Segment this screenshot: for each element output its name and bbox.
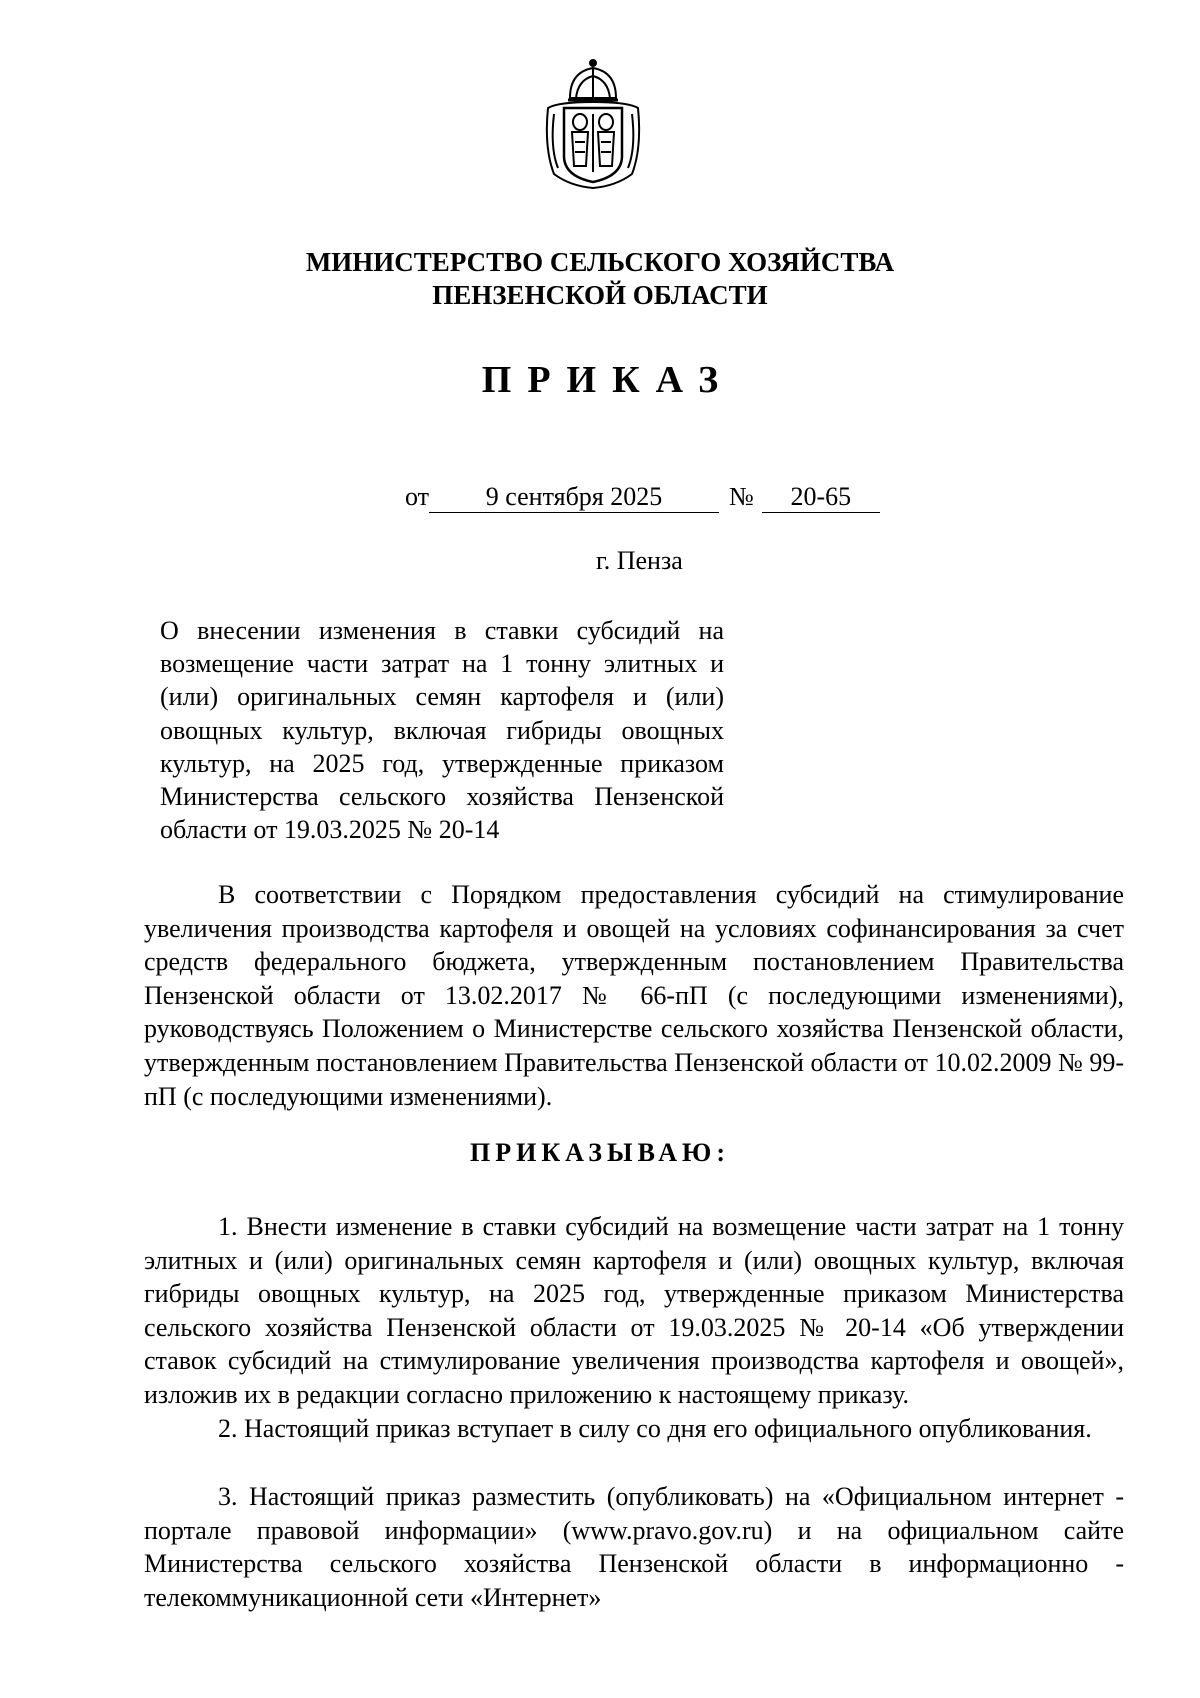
date-number-line (405, 480, 880, 514)
document-subject: О внесении изменения в ставки субсидий на возмещение части затрат на 1 тонну элитных и (или) оригинальных семян картофеля и (или) овощных культур, включая гибриды овощных культур, на 2025 год, утвержденные приказом Министерства сельского хозяйства Пензенской области от 19.03.2025 № 20-14 (160, 616, 724, 845)
document-type-title: ПРИКАЗ (481, 359, 735, 401)
city-name: г. Пенза (596, 546, 683, 575)
decree-heading: ПРИКАЗЫВАЮ: (470, 1138, 730, 1167)
document-number: 20-65 (762, 482, 880, 513)
item-1-paragraph: 1. Внести изменение в ставки субсидий на возмещение части затрат на 1 тонну элитных и (или) оригинальных семян картофеля и (или) овощных культур, включая гибриды овощных культур, на 2025 год, утвержденные приказом Министерства сельского хозяйства Пензенской области от 19.03.2025 № 20-14 «Об утверждении ставок субсидий на стимулирование увеличения производства картофеля и овощей», изложив их в редакции согласно приложению к настоящему приказу. (144, 1212, 1124, 1409)
ministry-name-line1: МИНИСТЕРСТВО СЕЛЬСКОГО ХОЗЯЙСТВА (305, 247, 895, 277)
item-2-paragraph: 2. Настоящий приказ вступает в силу со дня его официального опубликования. (218, 1414, 1092, 1443)
document-date: 9 сентября 2025 (429, 482, 719, 513)
from-label: от (405, 482, 430, 511)
basis-paragraph: В соответствии с Порядком предоставления субсидий на стимулирование увеличения производства картофеля и овощей на условиях софинансирования за счет средств федерального бюджета, утвержденным постановлением Правительства Пензенской области от 13.02.2017 № 66-пП (с последующими изменениями), руководствуясь Положением о Министерстве сельского хозяйства Пензенской области, утвержденным постановлением Правительства Пензенской области от 10.02.2009 № 99-пП (с последующими изменениями). (144, 880, 1124, 1111)
item-3-paragraph: 3. Настоящий приказ разместить (опубликовать) на «Официальном интернет - портале правовой информации» (www.pravo.gov.ru) и на официальном сайте Министерства сельского хозяйства Пензенской области в информационно - телекоммуникационной сети «Интернет» (144, 1482, 1124, 1612)
ministry-name-line2: ПЕНЗЕНСКОЙ ОБЛАСТИ (432, 280, 768, 310)
number-label: № (729, 482, 754, 511)
coat-of-arms-icon (540, 58, 646, 192)
ministry-name (200, 246, 1000, 312)
